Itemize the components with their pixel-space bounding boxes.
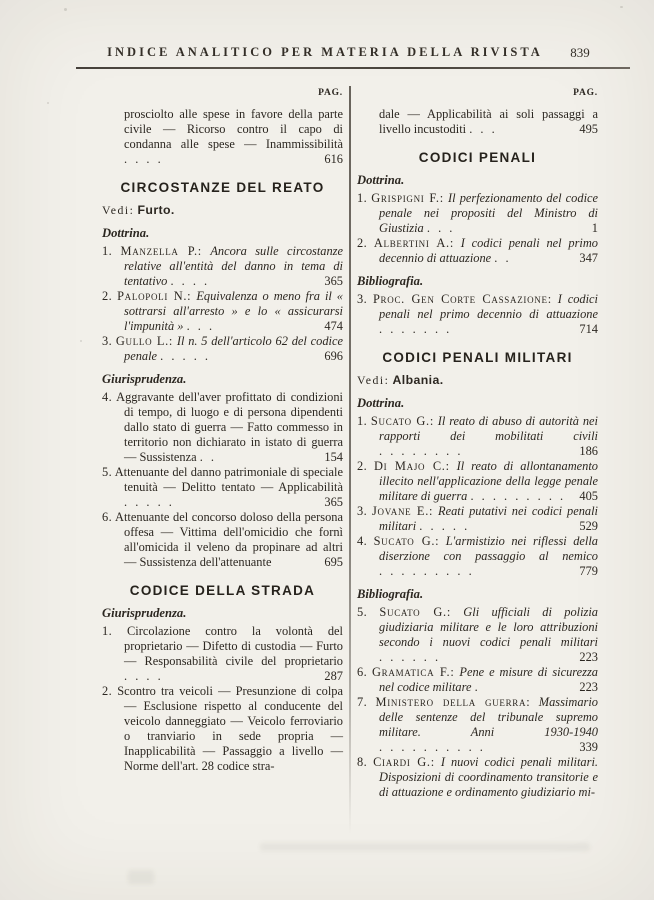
right-column-blocks <box>357 107 598 800</box>
page-ref: 405 <box>579 489 598 503</box>
entry-author: Sucato G.: <box>373 534 440 548</box>
dots-leader: . . <box>494 251 512 265</box>
vedi-value: Furto. <box>137 203 175 217</box>
index-entry <box>357 605 598 665</box>
subheading-label: Dottrina. <box>357 396 405 410</box>
entry-title: Gli ufficiali di polizia giudiziaria militare e le loro attribuzioni secondo i nuovi codici penali militari <box>379 605 598 649</box>
section-heading: CIRCOSTANZE DEL REATO <box>120 180 325 195</box>
page-ref: 186 <box>579 444 598 458</box>
page-ref: 347 <box>579 251 598 265</box>
entry-number: 4. <box>357 534 368 548</box>
continued-entry <box>357 107 598 137</box>
entry-number: 6. <box>357 665 368 679</box>
entry-title: Il perfezionamento del codice penale nei propositi del Ministro di Giustizia <box>379 191 599 235</box>
index-entry <box>102 244 343 289</box>
scan-smudge <box>128 870 154 884</box>
index-entry <box>102 334 343 364</box>
entry-number: 1. <box>102 244 113 258</box>
dots-leader: . . . . . . <box>379 650 441 664</box>
index-entry <box>357 236 598 266</box>
entry-title: I codici penali nel primo decennio di attuazione <box>379 292 598 321</box>
entry-title: Il reato di abuso di autorità nei rapporti dei mobilitati civili <box>379 414 598 443</box>
subheading-label: Giurisprudenza. <box>102 372 187 386</box>
page-ref: 287 <box>324 669 343 683</box>
entry-number: 1. <box>357 191 368 205</box>
dots-leader: . . . <box>186 319 215 333</box>
dots-leader: . . . . . . . . . <box>379 564 475 578</box>
entry-number: 5. <box>102 465 113 479</box>
left-column-blocks <box>102 107 343 774</box>
scan-speck <box>64 8 67 11</box>
entry-text: Scontro tra veicoli — Presunzione di colpa — Esclusione rispetto al conducente del veicolo danneggiato — Veicolo ferroviario o tranviario in sede propria — Inapplicabilità — Passaggio a livello — Norme dell'art. 28 codice stra- <box>117 684 343 773</box>
entry-author: Palopoli N.: <box>117 289 192 303</box>
dots-leader: . . . . . . . . <box>379 444 463 458</box>
page-ref: 779 <box>579 564 598 578</box>
header-rule <box>76 67 630 69</box>
index-entry <box>357 292 598 337</box>
scan-speck <box>47 102 49 104</box>
subheading-label: Dottrina. <box>357 173 405 187</box>
dots-leader: . . . . <box>170 274 210 288</box>
page-ref: 154 <box>324 450 343 464</box>
continued-entry <box>102 107 343 167</box>
dots-leader: . . <box>199 450 217 464</box>
vedi-line <box>102 203 343 218</box>
index-entry <box>102 684 343 774</box>
dots-leader: . . . . . <box>419 519 470 533</box>
subheading-label: Bibliografia. <box>357 274 424 288</box>
page-ref: 495 <box>579 122 598 136</box>
dots-leader: . . . . . . . <box>379 322 452 336</box>
entry-author: Gullo L.: <box>115 334 174 348</box>
index-entry <box>357 414 598 459</box>
entry-author: Gramatica F.: <box>372 665 455 679</box>
index-entry <box>102 624 343 684</box>
index-entry <box>102 390 343 465</box>
pag-label: PAG. <box>318 88 343 98</box>
entry-number: 2. <box>102 684 113 698</box>
page-ref: 714 <box>579 322 598 336</box>
entry-number: 2. <box>102 289 113 303</box>
page-ref: 695 <box>324 555 343 569</box>
left-column <box>102 86 343 774</box>
page-ref: 616 <box>324 152 343 166</box>
header-title: INDICE ANALITICO PER MATERIA DELLA RIVISTA <box>107 45 543 59</box>
entry-number: 3. <box>102 334 113 348</box>
page-ref: 365 <box>324 274 343 288</box>
dots-leader: . . . . . . . . . . <box>379 740 486 754</box>
page-ref: 365 <box>324 495 343 509</box>
entry-text: dale — Applicabilità ai soli passaggi a livello incustoditi <box>379 107 598 136</box>
entry-author: Ciardi G.: <box>373 755 435 769</box>
index-entry <box>357 665 598 695</box>
entry-author: Albertini A.: <box>373 236 454 250</box>
page-ref: 1 <box>591 221 598 235</box>
entry-number: 2. <box>357 236 368 250</box>
entry-author: Manzella P.: <box>120 244 202 258</box>
column-divider <box>349 86 351 834</box>
entry-title: I codici penali nel primo decennio di attuazione <box>379 236 598 265</box>
subheading-label: Giurisprudenza. <box>102 606 187 620</box>
entry-text: Attenuante del concorso doloso della persona offesa — Vittima dell'omicidio che fornì all'omicida il veleno da propinare ad altri — Sussistenza dell'attenuante <box>115 510 343 569</box>
index-entry <box>357 695 598 755</box>
index-entry <box>357 534 598 579</box>
entry-text: Attenuante del danno patrimoniale di speciale tenuità — Delitto tentato — Applicabilità <box>114 465 343 494</box>
right-column <box>357 86 598 800</box>
entry-number: 1. <box>357 414 368 428</box>
scan-speck <box>80 340 82 342</box>
entry-title: Reati putativi nei codici penali militari <box>379 504 598 533</box>
entry-number: 4. <box>102 390 113 404</box>
vedi-line <box>357 373 598 388</box>
entry-text: Aggravante dell'aver profittato di condizioni di tempo, di luogo e di persona dipendenti dallo stato di guerra — Fatto commesso in territorio non dichiarato in istato di guerra — Sussistenza <box>116 390 343 464</box>
dots-leader: . <box>474 680 481 694</box>
entry-number: 1. <box>102 624 113 638</box>
entry-author: Proc. Gen Corte Cassazione: <box>372 292 552 306</box>
dots-leader: . . . <box>469 122 498 136</box>
entry-number: 5. <box>357 605 368 619</box>
entry-text: prosciolto alle spese in favore della parte civile — Ricorso contro il capo di condanna alle spese — Inammissibilità <box>124 107 343 151</box>
entry-author: Di Majo C.: <box>373 459 450 473</box>
page-ref: 223 <box>579 650 598 664</box>
entry-author: Sucato G.: <box>370 414 434 428</box>
vedi-label: Vedi: <box>102 203 135 217</box>
index-entry <box>102 510 343 570</box>
page-ref: 696 <box>324 349 343 363</box>
entry-title: Ancora sulle circostanze relative all'entità del danno in tema di tentativo <box>124 244 343 288</box>
entry-number: 2. <box>357 459 368 473</box>
entry-author: Jovane E.: <box>371 504 434 518</box>
page-ref: 223 <box>579 680 598 694</box>
dots-leader: . . . . <box>124 152 164 166</box>
entry-text: Circolazione contro la volontà del proprietario — Difetto di custodia — Furto — Responsabilità civile del proprietario <box>124 624 344 668</box>
entry-title: Massimario delle sentenze del tribunale supremo militare. Anni 1930-1940 <box>379 695 598 739</box>
entry-title: I nuovi codici penali militari. Disposizioni di coordinamento transitorie e di attuazione e ordinamento giudiziario mi- <box>379 755 598 799</box>
index-entry <box>102 289 343 334</box>
index-entry <box>357 191 598 236</box>
index-entry <box>357 755 598 800</box>
entry-title: Il n. 5 dell'articolo 62 del codice penale <box>124 334 343 363</box>
page-ref: 529 <box>579 519 598 533</box>
entry-author: Sucato G.: <box>379 605 451 619</box>
subheading-label: Dottrina. <box>102 226 150 240</box>
section-heading: CODICE DELLA STRADA <box>129 583 316 598</box>
entry-number: 3. <box>357 504 368 518</box>
entry-number: 6. <box>102 510 113 524</box>
index-entry <box>357 459 598 504</box>
dots-leader: . . . <box>426 221 455 235</box>
page-ref: 339 <box>579 740 598 754</box>
vedi-value: Albania. <box>392 373 444 387</box>
entry-number: 3. <box>357 292 368 306</box>
dots-leader: . . . . . . . . . <box>470 489 566 503</box>
dots-leader: . . . . <box>124 669 164 683</box>
entry-title: Pene e misure di sicurezza nel codice militare <box>379 665 598 694</box>
entry-title: Il reato di allontanamento illecito nell'applicazione della legge penale militare di guerra <box>379 459 598 503</box>
entry-title: L'armistizio nei riflessi della diserzione con passaggio al nemico <box>379 534 598 563</box>
dots-leader: . . . . . <box>160 349 211 363</box>
section-heading: CODICI PENALI <box>418 150 537 165</box>
scan-smudge <box>260 843 590 851</box>
pag-label: PAG. <box>573 88 598 98</box>
entry-number: 8. <box>357 755 368 769</box>
entry-number: 7. <box>357 695 368 709</box>
page-ref: 474 <box>324 319 343 333</box>
index-entry <box>102 465 343 510</box>
dots-leader: . . . . . <box>124 495 175 509</box>
entry-author: Grispigni F.: <box>371 191 444 205</box>
vedi-label: Vedi: <box>357 373 390 387</box>
section-heading: CODICI PENALI MILITARI <box>382 350 573 365</box>
entry-title: Equivalenza o meno fra il « sottrarsi all'arresto » e lo « assicurarsi l'impunità » <box>124 289 343 333</box>
scan-speck <box>620 6 623 8</box>
page-number: 839 <box>570 45 590 60</box>
index-entry <box>357 504 598 534</box>
entry-author: Ministero della guerra: <box>375 695 531 709</box>
subheading-label: Bibliografia. <box>357 587 424 601</box>
